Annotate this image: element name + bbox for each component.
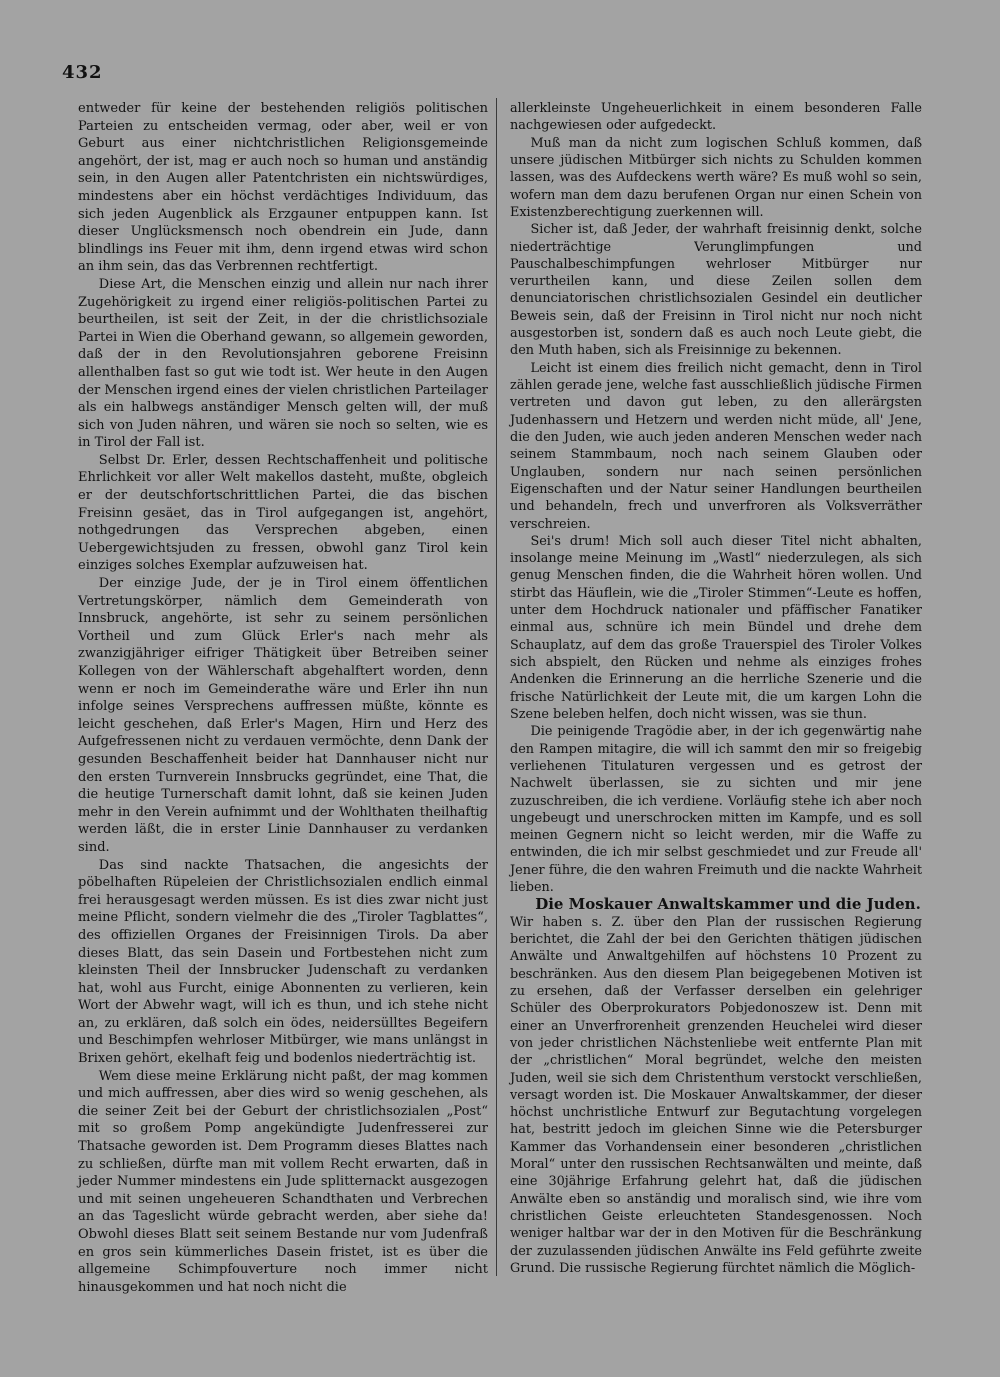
paragraph: allerkleinste Ungeheuerlichkeit in einem besonderen Falle nachgewiesen oder aufgedeckt. (510, 101, 922, 134)
paragraph: Diese Art, die Menschen einzig und allein nur nach ihrer Zugehörigkeit zu irgend einer religiös-politischen Partei zu beurtheilen, ist seit der Zeit, in der die christlichsoziale Partei in Wien die Oberhand gewann, so allgemein geworden, daß der in den Revolutionsjahren geborene Freisinn allenthalben fast so gut wie todt ist. Wer heute in den Augen der Menschen irgend eines der vielen christlichen Parteilager als ein halbwegs anständiger Mensch gelten will, der muß sich von Juden nähren, und wären sie noch so selten, wie es in Tirol der Fall ist. (78, 276, 488, 451)
paragraph: Das sind nackte Thatsachen, die angesichts der pöbelhaften Rüpeleien der Christlichsozialen endlich einmal frei herausgesagt werden müssen. Es ist dies zwar nicht just meine Pflicht, sondern vielmehr die des „Tiroler Tagblattes“, des offiziellen Organes der Freisinnigen Tirols. Da aber dieses Blatt, das sein Dasein und Fortbestehen nicht zum kleinsten Theil der Innsbrucker Judenschaft zu verdanken hat, wohl aus Furcht, einige Abonnenten zu verlieren, kein Wort der Abwehr wagt, will ich es thun, und ich stehe nicht an, zu erklären, daß solch ein ödes, neidersülltes Begeifern und Beschimpfen wehrloser Mitbürger, wie mans unlängst in Brixen gehört, ekelhaft feig und bodenlos niederträchtig ist. (78, 857, 488, 1067)
paragraph: Wir haben s. Z. über den Plan der russischen Regierung berichtet, die Zahl der bei den Gerichten thätigen jüdischen Anwälte und Anwaltgehilfen auf höchstens 10 Prozent zu beschränken. Aus den diesem Plan beigegebenen Motiven ist zu ersehen, daß der Verfasser derselben ein gelehriger Schüler des Oberprokurators Pobjedonoszew ist. Denn mit einer an Unverfrorenheit grenzenden Heuchelei wird dieser von jeder christlichen Nächstenliebe weit entfernte Plan mit der „christlichen“ Moral begründet, welche den meisten Juden, weil sie sich dem Christenthum verstockt verschließen, versagt worden ist. Die Moskauer Anwaltskammer, der dieser höchst unchristliche Entwurf zur Begutachtung vorgelegen hat, bestritt jedoch im gleichen Sinne wie die Petersburger Kammer das Vorhandensein einer besonderen „christlichen Moral“ unter den russischen Rechtsanwälten und meinte, daß eine 30jährige Erfahrung gelehrt hat, daß die jüdischen Anwälte eben so anständig und moralisch sind, wie ihre vom christlichen Geiste erleuchteten Standesgenossen. Noch weniger haltbar war der in den Motiven für die Beschränkung der zuzulassenden jüdischen Anwälte ins Feld geführte zweite Grund. Die russische Regierung fürchtet nämlich die Möglich- (510, 914, 922, 1276)
column-divider (496, 98, 497, 1276)
paragraph: Sei's drum! Mich soll auch dieser Titel nicht abhalten, insolange meine Meinung im „Wastl“ niederzulegen, als sich genug Menschen finden, die die Wahrheit hören wollen. Und stirbt das Häuflein, wie die „Tiroler Stimmen“-Leute es hoffen, unter dem Hochdruck nationaler und pfäffischer Fanatiker einmal aus, schnüre ich mein Bündel und drehe dem Schauplatz, auf dem das große Trauerspiel des Tiroler Volkes sich abspielt, den Rücken und nehme als einziges frohes Andenken die Erinnerung an die herrliche Szenerie und die frische Natürlichkeit der Leute mit, die um kargen Lohn die Szene beleben helfen, doch nicht wissen, was sie thun. (510, 533, 922, 722)
right-column (510, 100, 922, 1277)
paragraph: Selbst Dr. Erler, dessen Rechtschaffenheit und politische Ehrlichkeit vor aller Welt makellos dasteht, mußte, obgleich er der deutschfortschrittlichen Partei, die das bischen Freisinn gesäet, das in Tirol aufgegangen ist, angehört, nothgedrungen das Versprechen abgeben, einen Uebergewichtsjuden zu fressen, obwohl ganz Tirol kein einziges solches Exemplar aufzuweisen hat. (78, 452, 488, 574)
article-heading: Die Moskauer Anwaltskammer und die Juden. (535, 895, 921, 914)
paragraph: entweder für keine der bestehenden religiös politischen Parteien zu entscheiden vermag, oder aber, weil er von Geburt aus einer nichtchristlichen Religionsgemeinde angehört, der ist, mag er auch noch so human und anständig sein, in den Augen aller Patentchristen ein nichtswürdiges, mindestens aber ein höchst verdächtiges Individuum, das sich jeden Augenblick als Erzgauner entpuppen kann. Ist dieser Unglücksmensch noch obendrein ein Jude, dann blindlings ins Feuer mit ihm, denn irgend etwas wird schon an ihm sein, das das Verbrennen rechtfertigt. (78, 101, 488, 275)
paragraph: Wem diese meine Erklärung nicht paßt, der mag kommen und mich auffressen, aber dies wird so wenig geschehen, als die seiner Zeit bei der Geburt der christlichsozialen „Post“ mit so großem Pomp angekündigte Judenfresserei zur Thatsache geworden ist. Dem Programm dieses Blattes nach zu schließen, dürfte man mit vollem Recht erwarten, daß in jeder Nummer mindestens ein Jude splitternackt ausgezogen und mit seinen ungeheueren Schandthaten und Verbrechen an das Tageslicht würde gebracht werden, aber siehe da! Obwohl dieses Blatt seit seinem Bestande nur vom Judenfraß en gros sein kümmerliches Dasein fristet, ist es über die allgemeine Schimpfouverture noch immer nicht hinausgekommen und hat noch nicht die (78, 1068, 488, 1295)
paragraph: Die peinigende Tragödie aber, in der ich gegenwärtig nahe den Rampen mitagire, die will ich sammt den mir so freigebig verliehenen Titulaturen vergessen und es getrost der Nachwelt überlassen, sie zu sichten und mir jene zuzuschreiben, die ich verdiene. Vorläufig stehe ich aber noch ungebeugt und unerschrocken mitten im Kampfe, und es soll meinen Gegnern nicht so leicht werden, mir die Waffe zu entwinden, die ich mir selbst geschmiedet und zur Freude all' Jener führe, die den wahren Freimuth und die nackte Wahrheit lieben. (510, 724, 922, 896)
left-column (78, 100, 488, 1296)
paragraph: Sicher ist, daß Jeder, der wahrhaft freisinnig denkt, solche niederträchtige Verunglimpfungen und Pauschalbeschimpfungen wehrloser Mitbürger nur verurtheilen kann, und diese Zeilen sollen dem denunciatorischen christlichsozialen Gesindel ein deutlicher Beweis sein, daß der Freisinn in Tirol nicht nur noch nicht ausgestorben ist, sondern daß es auch noch Leute giebt, die den Muth haben, sich als Freisinnige zu bekennen. (510, 222, 922, 359)
paragraph: Leicht ist einem dies freilich nicht gemacht, denn in Tirol zählen gerade jene, welche fast ausschließlich jüdische Firmen vertreten und davon gut leben, zu den allerärgsten Judenhassern und Hetzern und werden nicht müde, all' Jene, die den Juden, wie auch jeden anderen Menschen weder nach seinem Stammbaum, noch nach seinem Glauben oder Unglauben, sondern nur nach seinen persönlichen Eigenschaften und der Natur seiner Handlungen beurtheilen und behandeln, frech und unverfroren als Volksverräther verschreien. (510, 360, 922, 532)
paragraph: Der einzige Jude, der je in Tirol einem öffentlichen Vertretungskörper, nämlich dem Gemeinderath von Innsbruck, angehörte, ist sehr zu seinem persönlichen Vortheil und zum Glück Erler's nach mehr als zwanzigjähriger eifriger Thätigkeit über Betreiben seiner Kollegen von der Wählerschaft abgehalftert worden, denn wenn er noch im Gemeinderathe wäre und Erler ihn nun infolge seines Versprechens auffressen müßte, könnte es leicht geschehen, daß Erler's Magen, Hirn und Herz des Aufgefressenen nicht zu verdauen vermöchte, denn Dank der gesunden Beschaffenheit beider hat Dannhauser nicht nur den ersten Turnverein Innsbrucks gegründet, eine That, die die heutige Turnerschaft damit lohnt, daß sie keinen Juden mehr in den Verein aufnimmt und der Wohlthaten theilhaftig werden läßt, die in erster Linie Dannhauser zu verdanken sind. (78, 576, 488, 855)
paragraph: Muß man da nicht zum logischen Schluß kommen, daß unsere jüdischen Mitbürger sich nichts zu Schulden kommen lassen, was des Aufdeckens werth wäre? Es muß wohl so sein, wofern man dem dazu berufenen Organ nur einen Schein von Existenzberechtigung zuerkennen will. (510, 135, 922, 220)
page-number: 432 (62, 62, 103, 83)
